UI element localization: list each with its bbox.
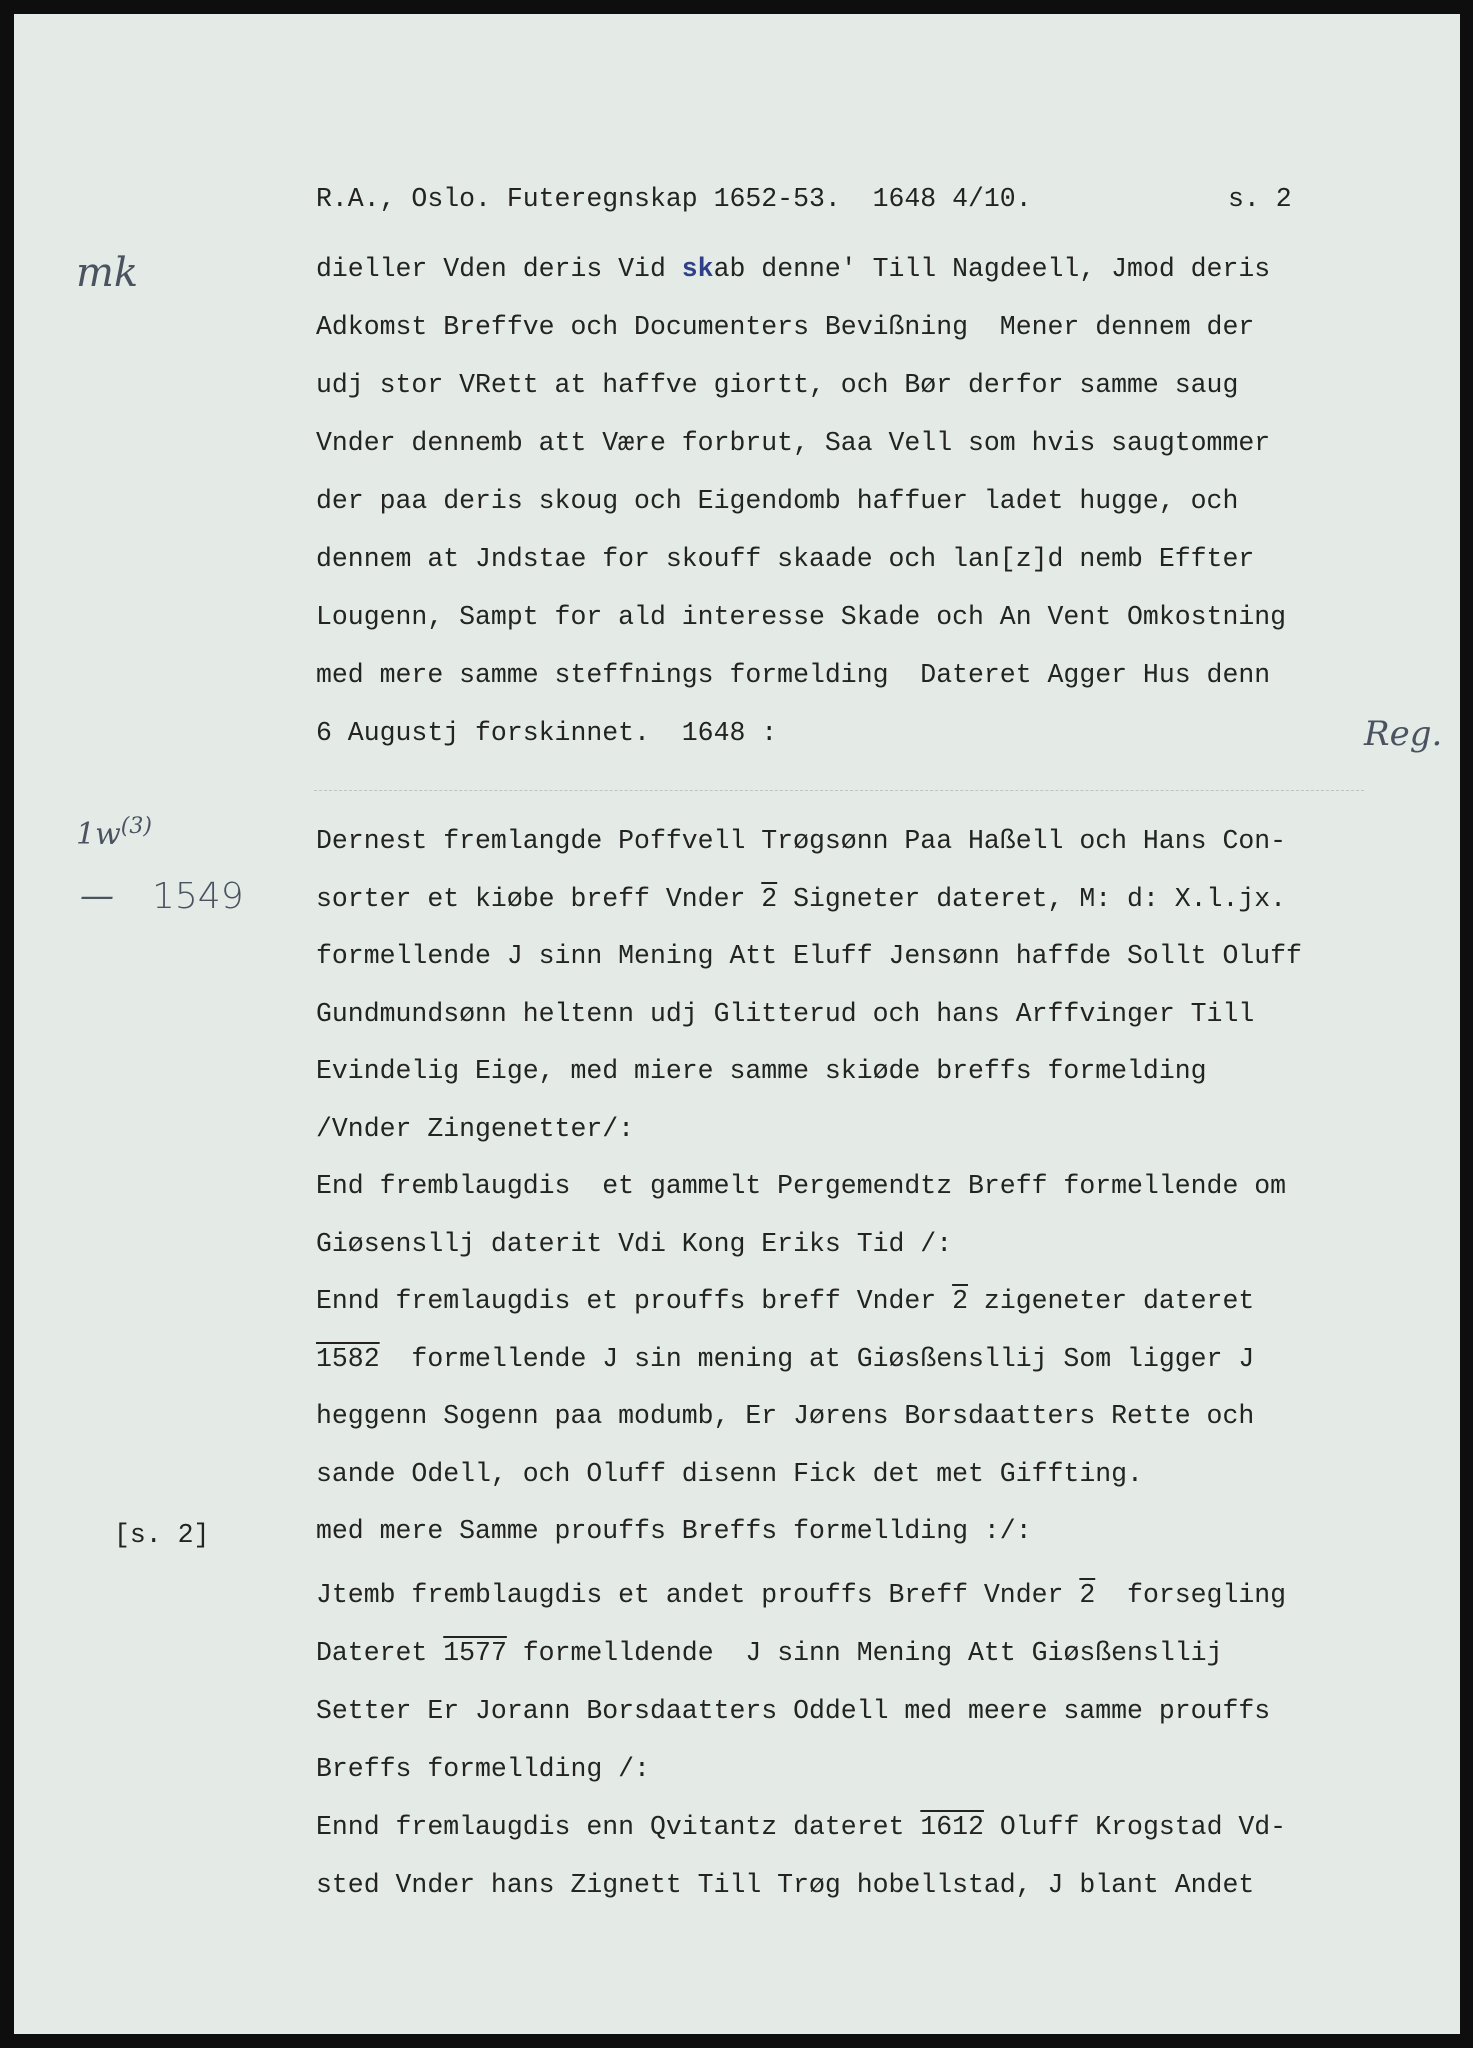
text-line bbox=[316, 1516, 1032, 1546]
text-segment: 2 bbox=[1079, 1580, 1096, 1610]
text-segment: Gundmundsønn heltenn udj Glitterud och hans Arffvinger Till bbox=[316, 998, 1255, 1029]
text-segment: dieller Vden deris Vid bbox=[316, 254, 682, 284]
text-segment: med mere samme steffnings formelding Dateret Agger Hus denn bbox=[316, 660, 1271, 690]
text-segment: Lougenn, Sampt for ald interesse Skade och An Vent Omkostning bbox=[316, 602, 1287, 632]
text-segment: Dernest fremlangde Poffvell Trøgsønn Paa Haßell och Hans Con- bbox=[316, 826, 1287, 856]
text-line bbox=[316, 1286, 1254, 1316]
text-segment: sk bbox=[681, 254, 714, 284]
text-line bbox=[316, 1812, 1286, 1842]
margin-ref-a: 1w bbox=[76, 817, 121, 852]
text-line bbox=[316, 1459, 1143, 1489]
text-segment: sande Odell, och Oluff disenn Fick det met Giffting. bbox=[316, 1458, 1143, 1489]
text-segment: /Vnder Zingenetter/: bbox=[316, 1113, 635, 1144]
text-segment: Jtemb fremblaugdis et andet prouffs Breff Vnder bbox=[316, 1580, 1080, 1610]
text-segment: udj stor VRett at haffve giortt, och Bør derfor samme saug bbox=[316, 370, 1239, 400]
text-line bbox=[316, 718, 777, 748]
text-line bbox=[316, 941, 1302, 971]
text-line bbox=[316, 1870, 1254, 1900]
text-segment: 2 bbox=[761, 883, 778, 914]
text-line bbox=[316, 1580, 1286, 1610]
margin-ref-b: (3) bbox=[120, 814, 152, 839]
text-segment: heggenn Sogenn paa modumb, Er Jørens Borsdaatters Rette och bbox=[316, 1401, 1255, 1431]
text-segment: Evindelig Eige, med miere samme skiøde breffs formelding bbox=[316, 1056, 1207, 1086]
text-segment: forsegling bbox=[1095, 1580, 1287, 1610]
text-line bbox=[316, 1754, 650, 1784]
header-page-number: s. 2 bbox=[1228, 184, 1292, 214]
margin-handwritten-dash: — bbox=[80, 876, 114, 916]
faint-separator bbox=[314, 790, 1364, 791]
text-line bbox=[316, 486, 1238, 516]
text-line bbox=[316, 602, 1286, 632]
text-line bbox=[316, 312, 1254, 342]
text-line bbox=[316, 1114, 634, 1144]
text-segment: Breffs formellding /: bbox=[316, 1754, 650, 1784]
text-segment: End fremblaugdis et gammelt Pergemendtz Breff formellende om bbox=[316, 1171, 1287, 1201]
text-segment: 1582 bbox=[316, 1343, 380, 1374]
text-line bbox=[316, 1056, 1207, 1086]
text-line bbox=[316, 660, 1270, 690]
text-line bbox=[316, 544, 1254, 574]
text-line bbox=[316, 1696, 1270, 1726]
text-segment: 6 Augustj forskinnet. 1648 : bbox=[316, 718, 778, 748]
text-line bbox=[316, 370, 1238, 400]
text-segment: Ennd fremlaugdis et prouffs breff Vnder bbox=[316, 1286, 953, 1316]
text-segment: Giøsensllj daterit Vdi Kong Eriks Tid /: bbox=[316, 1228, 953, 1259]
text-line bbox=[316, 1638, 1222, 1668]
text-segment: formellende J sin mening at Giøsßensllij Som ligger J bbox=[379, 1343, 1255, 1374]
margin-handwritten-mk: mk bbox=[76, 250, 139, 296]
text-segment: Vnder dennemb att Være forbrut, Saa Vell som hvis saugtommer bbox=[316, 428, 1271, 458]
text-segment: ab denne' Till Nagdeell, Jmod deris bbox=[713, 254, 1271, 284]
margin-handwritten-reg: Reg. bbox=[1364, 714, 1443, 754]
margin-page-marker: [s. 2] bbox=[114, 1520, 210, 1550]
header-citation: R.A., Oslo. Futeregnskap 1652-53. 1648 4/10. bbox=[316, 184, 1032, 214]
text-segment: sorter et kiøbe breff Vnder bbox=[316, 883, 762, 914]
text-segment: sted Vnder hans Zignett Till Trøg hobellstad, J blant Andet bbox=[316, 1870, 1255, 1900]
text-segment: Setter Er Jorann Borsdaatters Oddell med meere samme prouffs bbox=[316, 1696, 1271, 1726]
margin-handwritten-ref bbox=[76, 814, 152, 852]
text-segment: Ennd fremlaugdis enn Qvitantz dateret bbox=[316, 1812, 921, 1842]
text-segment: Dateret bbox=[316, 1638, 444, 1668]
text-segment: zigeneter dateret bbox=[968, 1286, 1255, 1316]
text-line bbox=[316, 826, 1286, 856]
text-segment: Oluff Krogstad Vd- bbox=[983, 1812, 1287, 1842]
text-line bbox=[316, 884, 1286, 914]
text-segment: der paa deris skoug och Eigendomb haffuer ladet hugge, och bbox=[316, 486, 1239, 516]
document-page bbox=[14, 14, 1460, 2034]
text-line bbox=[316, 1401, 1254, 1431]
text-segment: Adkomst Breffve och Documenters Bevißning Mener dennem der bbox=[316, 312, 1255, 342]
text-segment: formellende J sinn Mening Att Eluff Jensønn haffde Sollt Oluff bbox=[316, 941, 1302, 971]
text-line bbox=[316, 1171, 1286, 1201]
text-line bbox=[316, 1344, 1254, 1374]
text-segment: 1577 bbox=[443, 1638, 507, 1668]
text-segment: 2 bbox=[952, 1286, 969, 1316]
text-segment: dennem at Jndstae for skouff skaade och lan[z]d nemb Effter bbox=[316, 544, 1255, 574]
text-segment: med mere Samme prouffs Breffs formellding :/: bbox=[316, 1516, 1032, 1546]
text-segment: formelldende J sinn Mening Att Giøsßensllij bbox=[506, 1638, 1223, 1668]
text-line bbox=[316, 428, 1270, 458]
margin-handwritten-year: 1549 bbox=[152, 876, 244, 917]
text-segment: 1612 bbox=[920, 1812, 984, 1842]
text-segment: Signeter dateret, M: d: X.l.jx. bbox=[777, 883, 1287, 914]
text-line bbox=[316, 1229, 952, 1259]
text-line bbox=[316, 999, 1254, 1029]
text-line bbox=[316, 254, 1270, 284]
